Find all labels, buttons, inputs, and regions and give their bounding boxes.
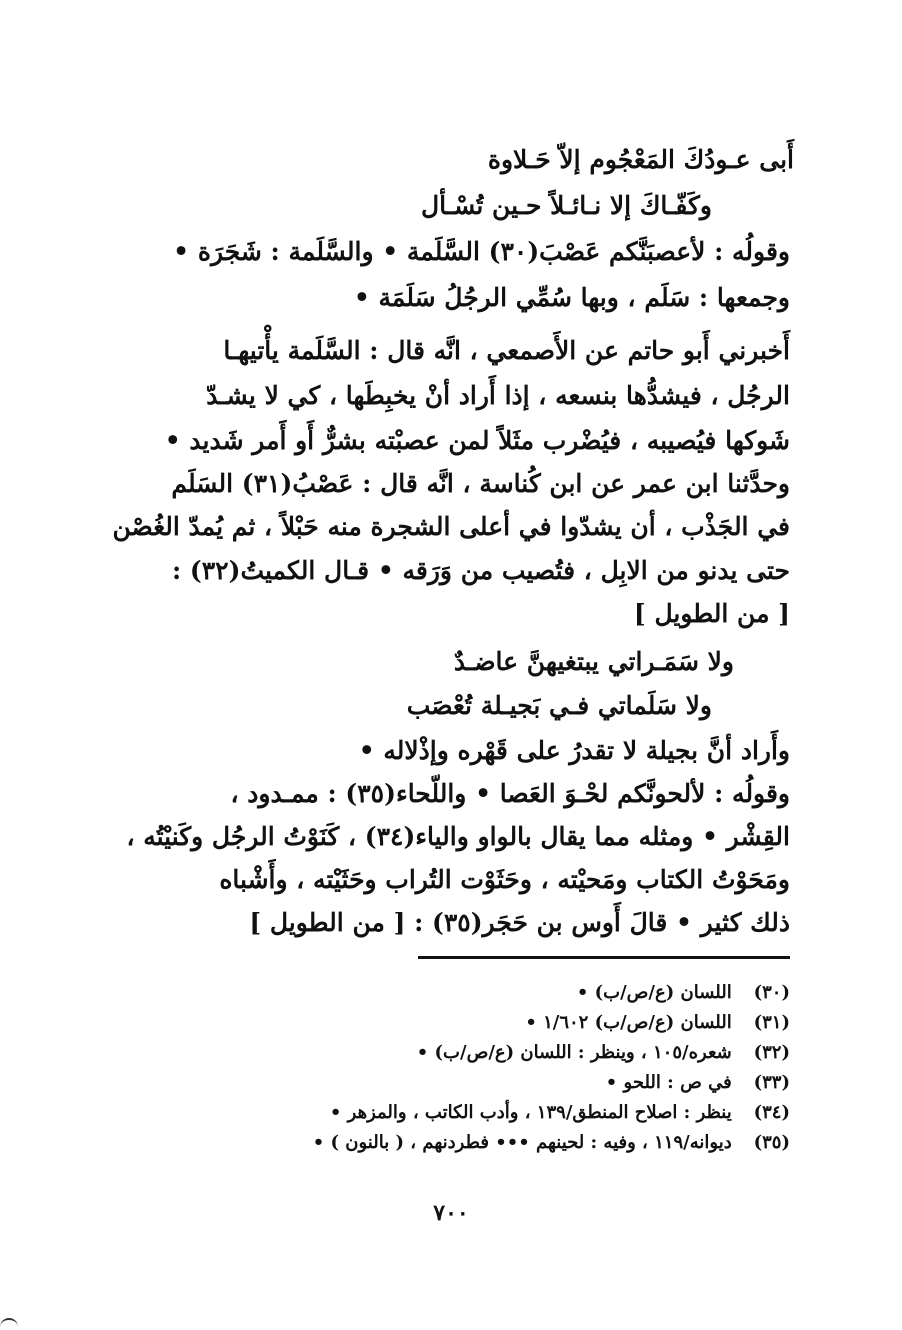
footnote xyxy=(313,1128,790,1158)
body-line: ذلك كثير • قالَ أَوس بن حَجَر(٣٥) : [ من الطويل ] xyxy=(249,908,790,937)
footnote xyxy=(417,1038,790,1068)
body-line: القِشْر • ومثله مما يقال بالواو والياء(٣٤) ، كَنَوْتُ الرجُل وكَنيْتُه ، xyxy=(126,822,790,851)
footnote xyxy=(577,978,790,1008)
body-line: وجمعها : سَلَم ، وبها سُمِّي الرجُلُ سَلَمَة • xyxy=(353,283,790,312)
footnote-text: اللسان (ع/ص/ب) ١/٦٠٢ • xyxy=(525,1012,732,1033)
footnote xyxy=(525,1008,790,1038)
body-line: وقولُه : لألحونَّكم لحْـوَ العَصا • واللّحاء(٣٥) : ممـدود ، xyxy=(230,779,790,808)
footnote-number: (٣٢) xyxy=(753,1042,790,1063)
footnote-number: (٣٠) xyxy=(753,982,790,1003)
footnote-number: (٣٤) xyxy=(753,1102,790,1123)
footnote-number: (٣١) xyxy=(753,1012,790,1033)
page-number: ٧٠٠ xyxy=(433,1200,469,1226)
body-line: شَوكها فيُصيبه ، فيُضْرب مثَلاً لمن عصبْته بشرٌّ أَو أَمر شَديد • xyxy=(164,426,790,455)
footnote-text: في ص : اللحو • xyxy=(605,1072,732,1093)
body-line: وحدَّثنا ابن عمر عن ابن كُناسة ، انَّه قال : عَصْبُ(٣١) السَلَم xyxy=(171,469,790,498)
footnote xyxy=(330,1098,790,1128)
body-line: ومَحَوْتُ الكتاب ومَحيْته ، وحَثَوْت التُراب وحَثَيْته ، وأَشْباه xyxy=(219,865,790,894)
footnote-text: ينظر : اصلاح المنطق/١٣٩ ، وأدب الكاتب ، والمزهر • xyxy=(329,1102,732,1123)
verse-line: ولا سَلَماتي فـي بَجيـلة تُعْصَب xyxy=(406,691,712,720)
body-line: الرجُل ، فيشدُّها بنسعه ، إذا أَراد أنْ يخبِطَها ، كي لا يشـدّ xyxy=(206,381,790,410)
body-line: في الجَذْب ، أن يشدّوا في أعلى الشجرة منه حَبْلاً ، ثم يُمدّ الغُصْن xyxy=(112,512,790,541)
footnote xyxy=(606,1068,790,1098)
meter-note: [ من الطويل ] xyxy=(633,599,790,628)
body-line: وأَراد أنَّ بجيلة لا تقدرُ على قَهْره وإذْلاله • xyxy=(358,736,790,765)
verse-line: وكَفّـاكَ إلا نـائـلاً حـين تُسْـأل xyxy=(420,191,712,220)
body-line: أَخبرني أَبو حاتم عن الأَصمعي ، انَّه قال : السَّلَمة يأْتيهـا xyxy=(223,336,790,365)
footnote-text: اللسان (ع/ص/ب) • xyxy=(576,982,732,1003)
page-corner-mark xyxy=(0,1318,18,1328)
footnote-divider xyxy=(418,956,790,959)
verse-line: ولا سَمَـراتي يبتغيهنَّ عاضـدٌ xyxy=(453,647,734,676)
footnote-number: (٣٥) xyxy=(753,1132,790,1153)
verse-line: أَبى عـودُكَ المَعْجُوم إلاّ حَـلاوة xyxy=(487,145,794,174)
footnote-number: (٣٣) xyxy=(753,1072,790,1093)
body-line: وقولُه : لأعصبَنَّكم عَصْبَ(٣٠) السَّلَمة • والسَّلَمة : شَجَرَة • xyxy=(173,237,790,266)
footnote-text: ديوانه/١١٩ ، وفيه : لحينهم ••• فطردنهم ، ( بالنون ) • xyxy=(312,1132,732,1153)
body-line: حتى يدنو من الابِل ، فتُصيب من وَرَقه • قـال الكميتُ(٣٢) : xyxy=(171,556,790,585)
footnote-text: شعره/١٠٥ ، وينظر : اللسان (ع/ص/ب) • xyxy=(416,1042,732,1063)
